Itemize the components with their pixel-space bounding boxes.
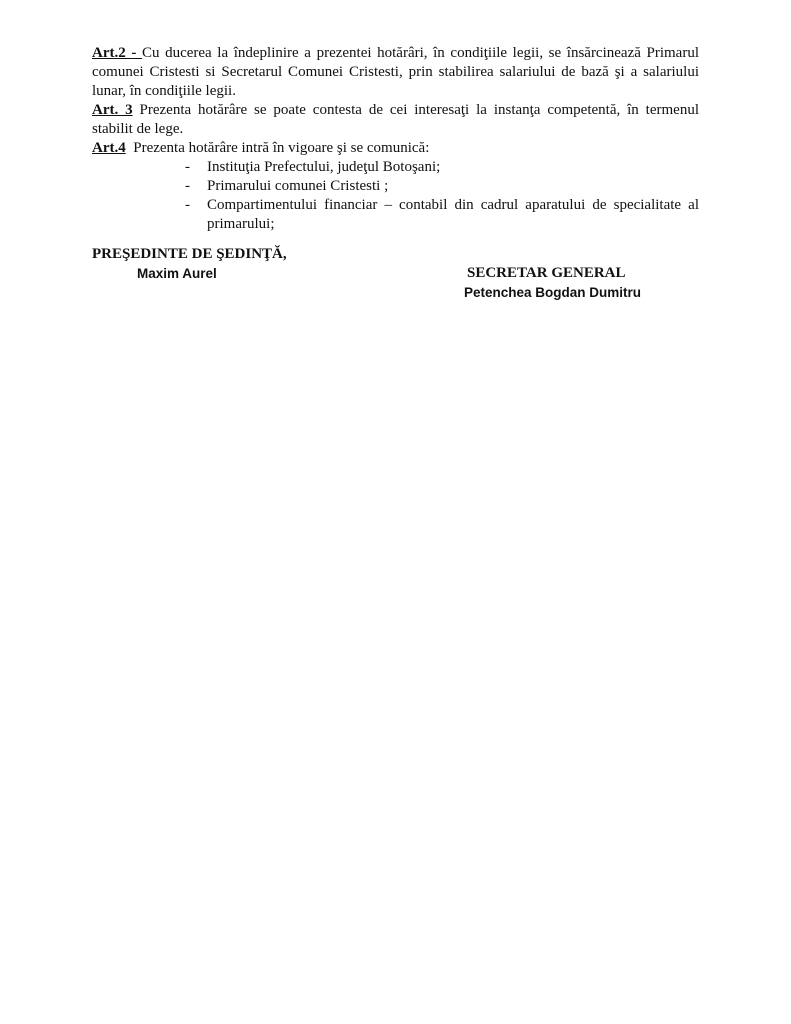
list-marker: - [185,178,190,194]
recipient-text: Compartimentului financiar – contabil din cadrul aparatului de specialitate al primarului; [207,197,699,232]
secretary-name: Petenchea Bogdan Dumitru [464,285,642,300]
list-item [92,158,699,177]
recipient-text: Primarului comunei Cristesti ; [207,178,389,194]
article-4 [92,139,699,158]
article-2-label: Art.2 [92,45,132,61]
list-marker: - [185,197,190,213]
secretary-title: SECRETAR GENERAL [467,265,626,281]
list-item [92,177,699,196]
recipients-list [92,158,699,234]
article-2-text: Cu ducerea la îndeplinire a prezentei hotărâri, în condiţiile legii, se însărcinează Primarul comunei Cristesti si Secretarul Comunei Cristesti, prin stabilirea salariului de bază şi a salariului lunar, în condiţiile legii. [92,45,699,99]
article-4-label: Art.4 [92,140,126,156]
article-3-separator [133,102,140,118]
list-item [92,196,699,234]
article-3-label: Art. 3 [92,102,133,118]
signature-block [92,245,699,305]
list-marker: - [185,159,190,175]
document-body [92,44,699,234]
article-2-separator: - [131,45,142,61]
president-name: Maxim Aurel [137,266,217,281]
article-4-text: Prezenta hotărâre intră în vigoare şi se comunică: [133,140,430,156]
president-title: PREŞEDINTE DE ŞEDINŢĂ, [92,246,287,262]
recipient-text: Instituţia Prefectului, judeţul Botoşani; [207,159,441,175]
article-2 [92,44,699,101]
article-3-text: Prezenta hotărâre se poate contesta de cei interesaţi la instanţa competentă, în termenul stabilit de lege. [92,102,699,137]
article-3 [92,101,699,139]
